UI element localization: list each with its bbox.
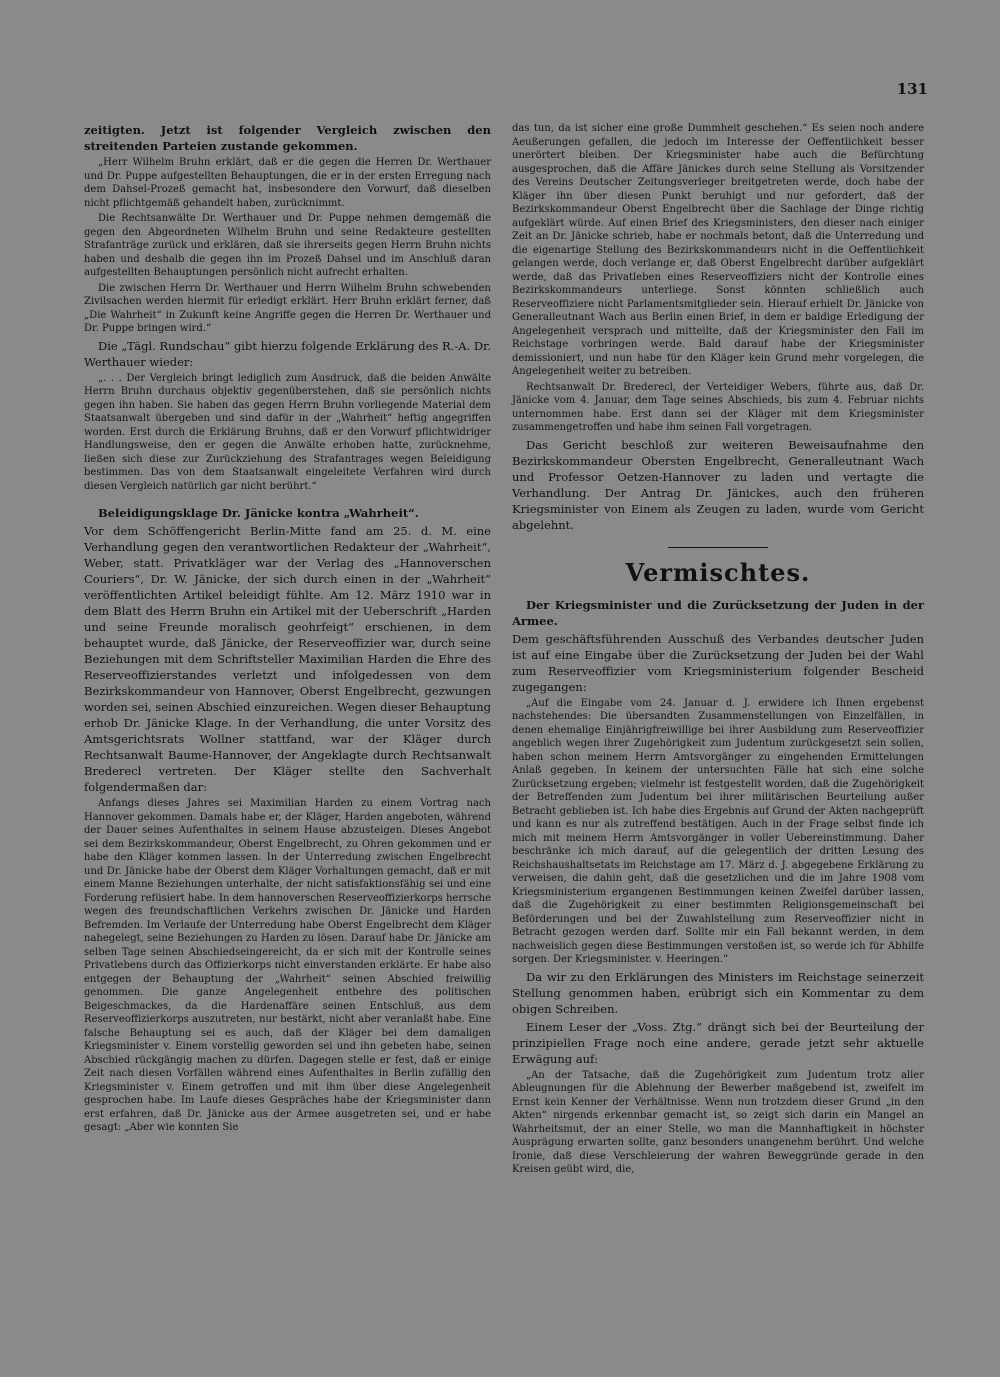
left-column [84, 122, 491, 1137]
right-paragraph-2: Rechtsanwalt Dr. Brederecl, der Verteidiger Webers, führte aus, daß Dr. Jänicke vom 4. Januar, dem Tage seines Abschieds, bis zum 4. Februar nichts unternommen habe. Erst dann sei der Kläger mit dem Kriegsminister zusammengetroffen und habe ihm seinen Fall vorgetragen. [512, 381, 924, 433]
left-paragraph-4: Die zwischen Herrn Dr. Werthauer und Herrn Wilhelm Bruhn schwebenden Zivilsachen werden hiermit für erledigt erklärt. Herr Bruhn erklärt ferner, daß „Die Wahrheit“ in Zukunft keine Angriffe gegen die Herren Dr. Werthauer und Dr. Puppe bringen wird.“ [84, 282, 491, 334]
right-article-heading: Der Kriegsminister und die Zurücksetzung der Juden in der Armee. [512, 597, 924, 628]
left-paragraph-8: Anfangs dieses Jahres sei Maximilian Harden zu einem Vortrag nach Hannover gekommen. Damals habe er, der Kläger, Harden angeboten, während der Dauer seines Aufenthaltes in seinem Hause abzusteigen. Dieses Angebot sei dem Bezirkskommandeur, Oberst Engelbrecht, zu Ohren gekommen und er habe den Kläger kommen lassen. In der Unterredung zwischen Engelbrecht und Dr. Jänicke habe der Oberst dem Kläger Vorhaltungen gemacht, daß er mit einem Manne Beziehungen unterhalte, der nicht satisfaktionsfähig sei und eine Forderung refüsiert habe. In dem hannoverschen Reserveoffizierkorps herrsche wegen des freundschaftlichen Verkehrs zwischen Dr. Jänicke und Harden Befremden. Im Verlaufe der Unterredung habe Oberst Engelbrecht dem Kläger nahegelegt, seine Beziehungen zu Harden zu lösen. Darauf habe Dr. Jänicke am selben Tage seinen Abschiedseingereicht, da er sich mit der Kontrolle seines Privatlebens durch das Offizierkorps nicht einverstanden erklärte. Er habe also entgegen der Behauptung der „Wahrheit“ seinen Abschied freiwillig genommen. Die ganze Angelegenheit entbehre des politischen Beigeschmackes, da die Hardenaffäre seinen Entschluß, aus dem Reserveoffizierkorps auszutreten, nur bestärkt, nicht aber veranlaßt habe. Eine falsche Behauptung sei es auch, daß der Kläger bei dem damaligen Kriegsminister v. Einem vorstellig geworden sei und ihn gebeten habe, seinen Abschied rückgängig machen zu dürfen. Dagegen stelle er fest, daß er einige Zeit nach diesen Vorfällen während eines Aufenthaltes in Berlin zufällig den Kriegsminister v. Einem getroffen und mit ihm über diese Angelegenheit gesprochen habe. Im Laufe dieses Gespräches habe der Kriegsminister dann erst erfahren, daß Dr. Jänicke aus der Armee ausgetreten sei, und er habe gesagt: „Aber wie konnten Sie [84, 798, 491, 1133]
left-paragraph-7: Vor dem Schöffengericht Berlin-Mitte fand am 25. d. M. eine Verhandlung gegen den verantwortlichen Redakteur der „Wahrheit“, Weber, statt. Privatkläger war der Verlag des „Hannoverschen Couriers“, Dr. W. Jänicke, der sich durch einen in der „Wahrheit“ veröffentlichten Artikel beleidigt fühlte. Am 12. März 1910 war in dem Blatt des Herrn Bruhn ein Artikel mit der Ueberschrift „Harden und seine Freunde moralisch geohrfeigt“ erschienen, in dem behauptet wurde, daß Jänicke, der Reserveoffizier war, durch seine Beziehungen mit dem Schriftsteller Maximilian Harden die Ehre des Reserveoffizierstandes verletzt und infolgedessen von dem Bezirkskommandeur von Hannover, Oberst Engelbrecht, gezwungen worden sei, seinen Abschied einzureichen. Wegen dieser Behauptung erhob Dr. Jänicke Klage. In der Verhandlung, die unter Vorsitz des Amtsgerichtsrats Wollner stattfand, war der Kläger durch Rechtsanwalt Baume-Hannover, der Angeklagte durch Rechtsanwalt Brederecl vertreten. Der Kläger stellte den Sachverhalt folgendermaßen dar: [84, 524, 491, 794]
left-paragraph-2: „Herr Wilhelm Bruhn erklärt, daß er die gegen die Herren Dr. Werthauer und Dr. Puppe aufgestellten Behauptungen, die er in der ersten Erregung nach dem Dahsel-Prozeß gemacht hat, insbesondere den Vorwurf, daß dieselben nicht pflichtgemäß gehandelt haben, zurücknimmt. [84, 157, 491, 209]
page-number: 131 [896, 80, 928, 98]
right-column [512, 122, 924, 1179]
section-heading: Vermischtes. [625, 557, 811, 587]
right-paragraph-3: Das Gericht beschloß zur weiteren Beweisaufnahme den Bezirkskommandeur Obersten Engelbrecht, Generalleutnant Wach und Professor Oetzen-Hannover zu laden und vertagte die Verhandlung. Der Antrag Dr. Jänickes, auch den früheren Kriegsminister von Einem als Zeugen zu laden, wurde vom Gericht abgelehnt. [512, 437, 924, 532]
left-paragraph-1: zeitigten. Jetzt ist folgender Vergleich zwischen den streitenden Parteien zustande gekommen. [84, 123, 491, 153]
right-paragraph-4: Dem geschäftsführenden Ausschuß des Verbandes deutscher Juden ist auf eine Eingabe über die Zurücksetzung der Juden bei der Wahl zum Reserveoffizier vom Kriegsministerium folgender Bescheid zugegangen: [512, 631, 924, 694]
left-article-heading: Beleidigungsklage Dr. Jänicke kontra „Wahrheit“. [98, 506, 419, 520]
right-paragraph-7: Einem Leser der „Voss. Ztg.“ drängt sich bei der Beurteilung der prinzipiellen Frage noch eine andere, gerade jetzt sehr aktuelle Erwägung auf: [512, 1019, 924, 1066]
left-paragraph-6: „. . . Der Vergleich bringt lediglich zum Ausdruck, daß die beiden Anwälte Herrn Bruhn durchaus objektiv gegenüberstehen, daß sie persönlich nichts gegen ihn haben. Sie haben das gegen Herrn Bruhn vorliegende Material dem Staatsanwalt übergeben und sind dafür in der „Wahrheit“ heftig angegriffen worden. Erst durch die Erklärung Bruhns, daß er den Vorwurf pflichtwidriger Handlungsweise, den er gegen die Anwälte erhoben hatte, zurücknehme, ließen sich diese zur Zurückziehung des Strafantrages wegen Beleidigung bestimmen. Das von dem Staatsanwalt eingeleitete Verfahren wird durch diesen Vergleich natürlich gar nicht berührt.“ [84, 372, 491, 492]
left-paragraph-5: Die „Tägl. Rundschau“ gibt hierzu folgende Erklärung des R.-A. Dr. Werthauer wieder: [84, 338, 491, 369]
right-paragraph-1: das tun, da ist sicher eine große Dummheit geschehen.“ Es seien noch andere Aeußerungen gefallen, die jedoch im Interesse der Oeffentlichkeit besser unerörtert bleiben. Der Kriegsminister habe auch die Befürchtung ausgesprochen, daß die Affäre Jänickes durch seine Stellung als Vorsitzender des Vereins Deutscher Zeitungsverleger breitgetreten werde, doch habe der Kläger ihn über diesen Punkt beruhigt und nur gefordert, daß der Bezirkskommandeur Oberst Engelbrecht über die Sachlage der Dinge richtig aufgeklärt würde. Auf einen Brief des Kriegsministers, den dieser nach einiger Zeit an Dr. Jänicke schrieb, habe er nochmals betont, daß die Unterredung und die eigenartige Stellung des Bezirkskommandeurs nicht in die Oeffentlichkeit gelangen werde, doch verlange er, daß Oberst Engelbrecht darüber aufgeklärt werde, daß das Privatleben eines Reserveoffiziers nicht der Kontrolle eines Bezirkskommandeurs unterliege. Sonst könnten schließlich auch Reserveoffiziere nicht Parlamentsmitglieder sein. Hierauf erhielt Dr. Jänicke von Generalleutnant Wach aus Berlin einen Brief, in dem er baldige Erledigung der Angelegenheit versprach und mitteilte, daß der Kriegsminister den Fall im Reichstage vorbringen werde. Bald darauf habe der Kriegsminister demissioniert, und nun habe für den Kläger kein Grund mehr vorgelegen, die Angelegenheit weiter zu betreiben. [512, 123, 924, 377]
left-paragraph-3: Die Rechtsanwälte Dr. Werthauer und Dr. Puppe nehmen demgemäß die gegen den Abgeordneten Wilhelm Bruhn und seine Redakteure gestellten Strafanträge zurück und erklären, daß sie ihrerseits gegen Herrn Bruhn nichts haben und deshalb die gegen ihn im Prozeß Dahsel und im Anschluß daran aufgestellten Behauptungen persönlich nicht aufrecht erhalten. [84, 213, 491, 278]
right-paragraph-6: Da wir zu den Erklärungen des Ministers im Reichstage seinerzeit Stellung genommen haben, erübrigt sich ein Kommentar zu dem obigen Schreiben. [512, 969, 924, 1016]
right-paragraph-8: „An der Tatsache, daß die Zugehörigkeit zum Judentum trotz aller Ableugnungen für die Ablehnung der Bewerber maßgebend ist, zweifelt im Ernst kein Kenner der Verhältnisse. Wenn nun trotzdem dieser Grund „in den Akten“ nirgends erkennbar gemacht ist, so zeigt sich darin ein Mangel an Wahrheitsmut, der an einer Stelle, wo man die Mannhaftigkeit in höchster Ausprägung erwarten sollte, ganz besonders unangenehm berührt. Und welche Ironie, daß diese Verschleierung der wahren Beweggründe gerade in den Kreisen geübt wird, die, [512, 1069, 924, 1175]
section-divider [668, 547, 768, 548]
right-paragraph-5: „Auf die Eingabe vom 24. Januar d. J. erwidere ich Ihnen ergebenst nachstehendes: Die übersandten Zusammenstellungen von Einzelfällen, in denen ehemalige Einjährigfreiwillige bei ihrer Ausbildung zum Reserveoffizier angeblich wegen ihrer Zugehörigkeit zum Judentum zurückgesetzt sein sollen, haben schon meinem Herrn Amtsvorgänger zu eingehenden Ermittelungen Anlaß gegeben. In keinem der untersuchten Fälle hat sich eine solche Zurücksetzung ergeben; vielmehr ist festgestellt worden, daß die Zugehörigkeit der Betreffenden zum Judentum bei ihrer militärischen Beurteilung außer Betracht geblieben ist. Ich habe dies Ergebnis auf Grund der Akten nachgeprüft und kann es nur als zutreffend bestätigen. Auch in der Frage selbst finde ich mich mit meinem Herrn Amtsvorgänger in voller Uebereinstimmung. Daher beschränke ich mich darauf, auf die gelegentlich der dritten Lesung des Reichshaushaltsetats im Reichstage am 17. März d. J. abgegebene Erklärung zu verweisen, die dahin geht, daß die gesetzlichen und die im Jahre 1908 vom Kriegsministerium ergangenen Bestimmungen keinen Zweifel darüber lassen, daß die Zugehörigkeit zu einer bestimmten Religionsgemeinschaft bei Beförderungen und bei der Zuwahlstellung zum Reserveoffizier nicht in Betracht gezogen werden darf. Sollte mir ein Fall bekannt werden, in dem nachweislich gegen diese Bestimmungen verstoßen ist, so werde ich für Abhilfe sorgen. Der Kriegsminister. v. Heeringen.“ [512, 697, 924, 965]
